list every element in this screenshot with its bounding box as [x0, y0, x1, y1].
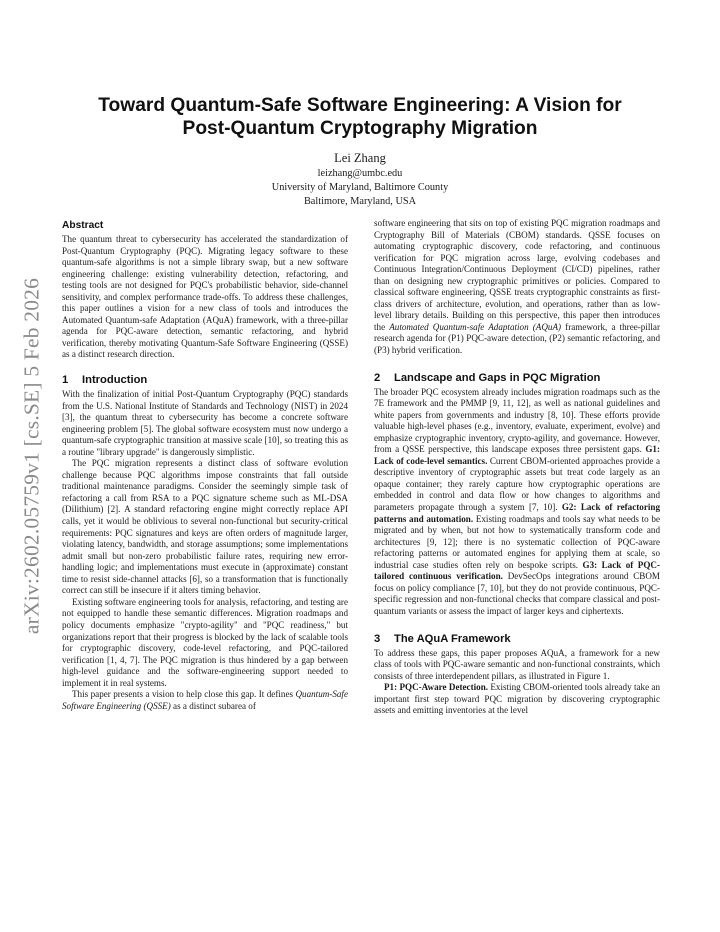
right-column — [374, 218, 660, 717]
abstract-heading: Abstract — [62, 220, 104, 231]
aqua-paragraph-1: To address these gaps, this paper proposes AQuA, a framework for a new class of tools with PQC-aware semantic and non-functional constraints, which consists of three interdependent pillars, as illustrated in Figure 1. — [374, 647, 660, 681]
landscape-intro: The broader PQC ecosystem already includes migration roadmaps such as the 7E framework and the PMMP [9, 11, 12], as well as national guidelines and white papers from governments and industry [8, 10]. These efforts provide valuable high-level phases (e.g., inventory, evaluate, experiment, evolve) and emphasize cryptographic inventory, crypto-agility, and governance. However, from a QSSE perspective, this landscape exposes three persistent gaps. — [374, 386, 660, 455]
author-email: leizhang@umbc.edu — [317, 168, 403, 179]
section-heading-landscape — [374, 371, 660, 386]
paper-title-line-2: Post-Quantum Cryptography Migration — [182, 118, 538, 139]
aqua-term: Automated Quantum-safe Adaptation (AQuA) — [389, 321, 562, 332]
intro-p4-text: This paper presents a vision to help close this gap. It defines — [72, 689, 296, 700]
section-heading-introduction — [62, 373, 348, 388]
section-title: Landscape and Gaps in PQC Migration — [394, 371, 601, 384]
gap-g1-label: G1: Lack of code-level semantics. — [374, 444, 660, 466]
qsse-term: Quantum-Safe Software Engineering (QSSE) — [62, 689, 348, 711]
aqua-paragraph-2 — [374, 682, 660, 717]
gap-g1-text: Current CBOM-oriented approaches provide a descriptive inventory of cryptographic assets but treat code largely as an opaque container; they rarely capture how cryptographic operations are embedded in control and data flow or how changes to algorithms and parameters propagate through a system [7, 10]. — [374, 455, 661, 513]
arxiv-stamp — [12, 236, 52, 676]
intro-paragraph-2: The PQC migration represents a distinct class of software evolution challenge because PQC algorithms impose constraints that fall outside traditional maintenance paradigms. Consider the seemingly simple task of refactoring a call from RSA to a PQC signature scheme such as ML-DSA (Dilithium) [2]. A standard refactoring engine might correctly replace API calls, yet it would be oblivious to several non-functional but security-critical requirements: PQC signatures and keys are often orders of magnitude larger, violating latency, bandwidth, and storage assumptions; some implementations admit small but non-zero probabilistic failure rates, requiring new error-handling logic; and implementations must execute in (approximate) constant time to resist side-channel attacks [6], so a transformation that is functionally correct can still be insecure if it alters timing behavior. — [62, 458, 348, 596]
author-location: Baltimore, Maryland, USA — [303, 196, 417, 207]
gap-g3-label: G3: Lack of PQC-tailored continuous verification. — [374, 559, 660, 582]
intro-continuation — [374, 218, 660, 357]
abstract-text: The quantum threat to cybersecurity has accelerated the standardization of Post-Quantum Cryptography (PQC). Migrating legacy software to these quantum-safe algorithms is not a simple library swap, but a new software engineering challenge: existing vulnerability detection, refactoring, and testing tools are not designed for PQC's probabilistic behavior, side-channel sensitivity, and complex performance trade-offs. To address these challenges, this paper outlines a vision for a new class of tools and introduces the Automated Quantum-safe Adaptation (AQuA) framework, with a three-pillar agenda for PQC-aware detection, semantic refactoring, and hybrid verification, thereby motivating Quantum-Safe Software Engineering (QSSE) as a distinct research direction. — [62, 234, 348, 360]
intro-continuation-text: software engineering that sits on top of existing PQC migration roadmaps and Cryptography Bill of Materials (CBOM) standards. QSSE focuses on automating cryptographic discovery, code refactoring, and continuous verification for PQC migration across large, evolving codebases and Continuous Integration/Continuous Deployment (CI/CD) pipelines, rather than on designing new cryptographic primitives or policies. Compared to classical software engineering, QSSE treats cryptographic constraints as first-class drivers of architecture, evolution, and operations, rather than as low-level library details. Building on this perspective, this paper then introduces the — [374, 218, 660, 332]
section-heading-aqua — [374, 632, 660, 647]
section-number: 1 — [62, 374, 69, 387]
pillar-p1-label: P1: PQC-Aware Detection. — [384, 682, 489, 693]
gap-g2-label: G2: Lack of refactoring patterns and automation. — [374, 502, 661, 524]
author-name: Lei Zhang — [334, 151, 386, 165]
left-column — [62, 218, 348, 712]
author-block — [60, 150, 660, 209]
section-number: 3 — [374, 632, 381, 645]
intro-continuation-tail: framework, a three-pillar research agenda for (P1) PQC-aware detection, (P2) semantic refactoring, and (P3) hybrid verification. — [374, 321, 660, 356]
gap-g2-text: Existing roadmaps and tools say what needs to be migrated and by when, but not how to systematically transform code and architectures [9, 12]; there is no systematic collection of PQC-aware refactoring patterns or automated engines for applying them at scale, so industrial case studies often rely on bespoke scripts. — [374, 513, 661, 570]
arxiv-identifier: arXiv:2602.05759v1 [cs.SE] 5 Feb 2026 — [19, 277, 44, 635]
pillar-p1-text: Existing CBOM-oriented tools already take an important first step toward PQC migration by discovering cryptographic assets and emitting inventories at the level — [374, 682, 660, 716]
section-number: 2 — [374, 371, 381, 384]
landscape-paragraph — [374, 387, 660, 618]
paper-title — [60, 94, 660, 140]
intro-paragraph-3: Existing software engineering tools for analysis, refactoring, and testing are not equipped to handle these semantic differences. Migration roadmaps and policy documents emphasize "crypto-agility" and "PQC readiness," but organizations report that their progress is blocked by the lack of scalable tools for cryptographic discovery, code-level refactoring, and PQC-tailored verification [1, 4, 7]. The PQC migration is thus hindered by a gap between high-level guidance and the software-engineering support needed to implement it in real systems. — [62, 596, 348, 688]
intro-p4-tail: as a distinct subarea of — [170, 700, 256, 711]
gap-g3-text: DevSecOps integrations around CBOM focus on policy compliance [7, 10], but they do not provide continuous, PQC-specific regression and non-functional checks that compare classical and post-quantum variants or assess the impact of larger keys and ciphertexts. — [374, 571, 660, 616]
author-affiliation: University of Maryland, Baltimore County — [271, 182, 449, 193]
section-title: Introduction — [82, 374, 148, 387]
section-title: The AQuA Framework — [394, 632, 511, 645]
intro-paragraph-4 — [62, 689, 348, 712]
intro-paragraph-1: With the finalization of initial Post-Quantum Cryptography (PQC) standards from the U.S. National Institute of Standards and Technology (NIST) in 2024 [3], the quantum threat to cybersecurity has become a concrete software engineering problem [5]. The global software ecosystem must now undergo a quantum-safe cryptographic transition at massive scale [10], so treating this as a routine "library upgrade" is dangerously simplistic. — [62, 389, 348, 457]
paper-title-line-1: Toward Quantum-Safe Software Engineering: A Vision for — [98, 95, 622, 116]
